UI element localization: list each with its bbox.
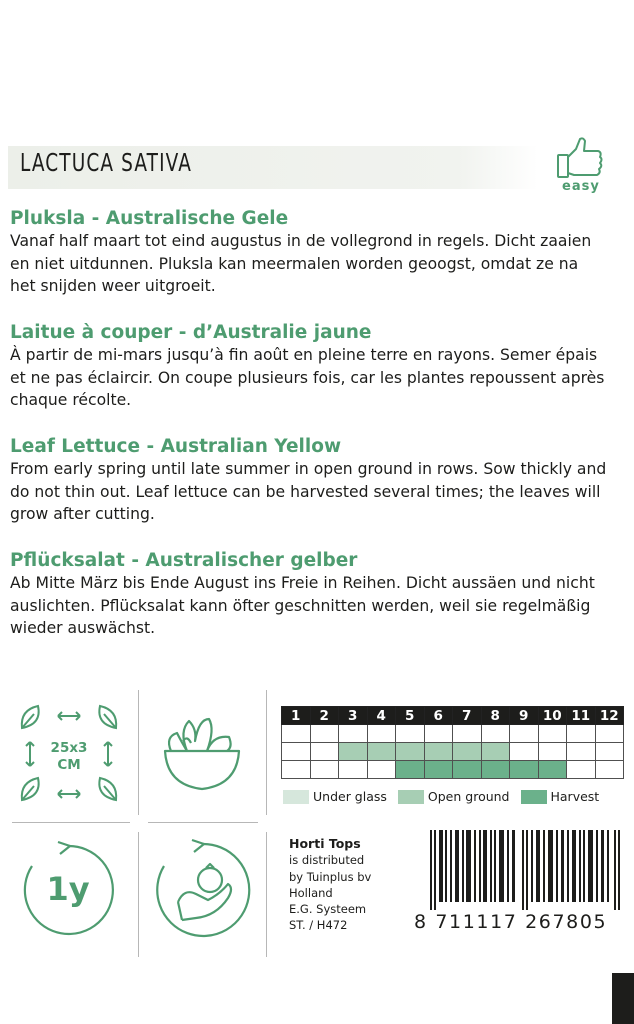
divider	[138, 832, 139, 957]
distributor-line: E.G. Systeem	[289, 902, 367, 917]
divider	[266, 690, 267, 815]
month-header: 10	[538, 707, 567, 725]
month-header: 3	[339, 707, 368, 725]
calendar-table	[281, 706, 624, 779]
section-german	[10, 550, 632, 640]
annual-cycle-icon	[18, 840, 118, 940]
divider	[138, 690, 139, 815]
difficulty-badge	[552, 135, 612, 197]
section-english	[10, 436, 632, 526]
legend-item-open-ground	[398, 789, 518, 804]
month-header: 2	[310, 707, 339, 725]
month-header: 12	[595, 707, 624, 725]
barcode	[430, 830, 622, 910]
section-french	[10, 322, 632, 412]
legend-swatch	[521, 790, 547, 804]
distributor-info	[289, 836, 371, 934]
plant-spacing-icon	[14, 700, 124, 810]
section-text: Ab Mitte März bis Ende August ins Freie in Reihen. Dicht aussäen und nicht auslichten. Pflücksalat kann öfter geschnitten werden, weil sie regelmäßig wieder auswächst.	[10, 574, 595, 637]
month-header: 7	[453, 707, 482, 725]
section-text: À partir de mi-mars jusqu’à fin août en pleine terre en rayons. Semer épais et ne pas éclaircir. On coupe plusieurs fois, car les plantes repoussent après chaque récolte.	[10, 346, 605, 409]
section-title: Leaf Lettuce - Australian Yellow	[10, 436, 342, 457]
legend-label: Open ground	[427, 789, 510, 804]
section-text: Vanaf half maart tot eind augustus in de vollegrond in regels. Dicht zaaien en niet uitdunnen. Pluksla kan meermalen worden geoogst, omdat ze na het snijden weer uitgroeit.	[10, 232, 592, 295]
distributor-line: is distributed	[289, 853, 365, 868]
distributor-line: ST. / H472	[289, 918, 348, 933]
distributor-line: Holland	[289, 885, 333, 900]
lifecycle-label: 1y	[46, 870, 90, 908]
section-title: Pluksla - Australische Gele	[10, 208, 289, 229]
legend-item-under-glass	[283, 789, 395, 804]
calendar-row-open-ground	[282, 743, 624, 761]
calendar-row-harvest	[282, 761, 624, 779]
sowing-calendar	[281, 706, 624, 779]
distributor-line: by Tuinplus bv	[289, 869, 372, 884]
month-header: 8	[481, 707, 510, 725]
section-title: Pflücksalat - Australischer gelber	[10, 550, 358, 571]
calendar-legend	[283, 789, 602, 804]
brand-name: Horti Tops	[289, 836, 361, 851]
barcode-number: 8 711117 267805	[414, 911, 608, 933]
month-header: 11	[567, 707, 596, 725]
divider	[266, 832, 267, 957]
harvest-hand-icon	[150, 838, 254, 942]
month-header: 9	[510, 707, 539, 725]
divider	[12, 822, 130, 823]
latin-name: LACTUCA SATIVA	[20, 148, 193, 177]
month-header: 1	[282, 707, 311, 725]
month-header: 6	[424, 707, 453, 725]
legend-label: Under glass	[313, 789, 387, 804]
thumbs-up-icon	[552, 135, 612, 181]
spacing-value: 25x3	[50, 740, 88, 756]
legend-item-harvest	[521, 789, 600, 804]
edge-marker	[612, 973, 634, 1024]
salad-bowl-icon	[157, 707, 247, 797]
legend-swatch	[283, 790, 309, 804]
section-title: Laitue à couper - d’Australie jaune	[10, 322, 372, 343]
legend-swatch	[398, 790, 424, 804]
section-dutch	[10, 208, 632, 298]
month-header: 5	[396, 707, 425, 725]
legend-label: Harvest	[550, 789, 600, 804]
section-text: From early spring until late summer in open ground in rows. Sow thickly and do not thin out. Leaf lettuce can be harvested several times; the leaves will grow after cutting.	[10, 460, 607, 523]
month-header: 4	[367, 707, 396, 725]
calendar-row-under-glass	[282, 725, 624, 743]
spacing-unit: CM	[57, 757, 81, 773]
difficulty-label: easy	[562, 179, 600, 194]
divider	[148, 822, 258, 823]
